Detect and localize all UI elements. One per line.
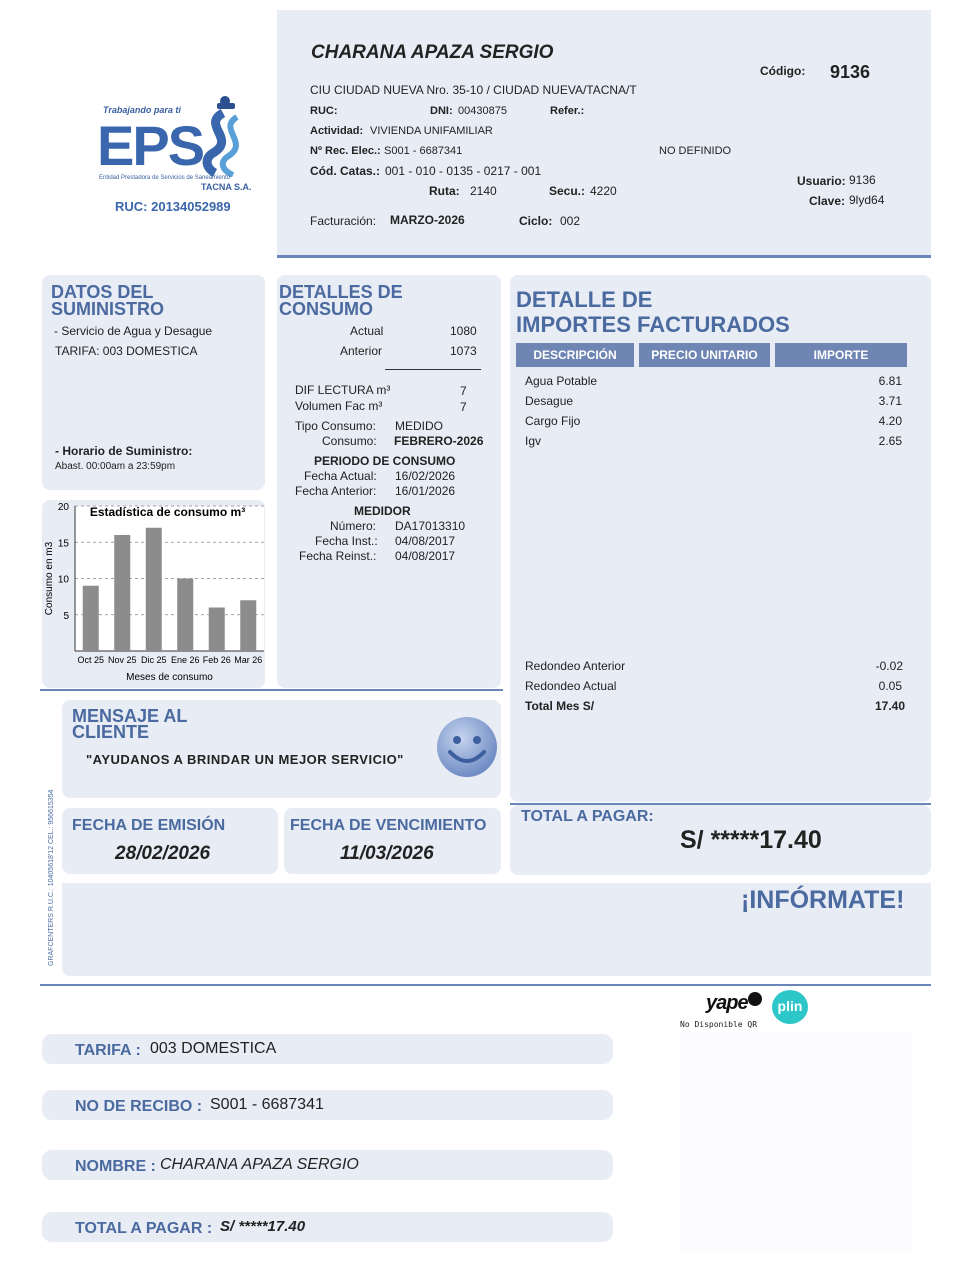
- chart-bar: [240, 600, 256, 651]
- suministro-servicio: - Servicio de Agua y Desague: [54, 324, 213, 338]
- chart-bar: [177, 579, 193, 652]
- no-definido: NO DEFINIDO: [659, 145, 732, 157]
- chart-ytick-label: 15: [57, 538, 69, 550]
- freinst-label: Fecha Reinst.:: [299, 549, 377, 563]
- chart-bar: [83, 586, 99, 651]
- strip-total-value: S/ *****17.40: [220, 1218, 306, 1235]
- cons-value: FEBRERO-2026: [394, 434, 484, 448]
- strip-tarifa-value: 003 DOMESTICA: [150, 1040, 277, 1057]
- chart-ylabel: Consumo en m3: [44, 541, 55, 616]
- dif-value: 7: [460, 384, 467, 398]
- th-precio-unitario: PRECIO UNITARIO: [639, 343, 770, 367]
- codigo-label: Código:: [760, 64, 806, 78]
- dni-value: 00430875: [458, 105, 507, 117]
- chart-xtick-label: Feb 26: [202, 655, 231, 665]
- chart-ytick-label: 20: [57, 502, 69, 513]
- ruta-label: Ruta:: [429, 184, 460, 198]
- tipo-value: MEDIDO: [395, 419, 443, 433]
- secu-value: 4220: [590, 184, 617, 198]
- th-descripcion: DESCRIPCIÓN: [516, 343, 634, 367]
- chart-title: Estadística de consumo m³: [89, 505, 246, 519]
- horario-label: - Horario de Suministro:: [55, 444, 193, 458]
- importes-title-2: IMPORTES FACTURADOS: [516, 312, 790, 337]
- horario-value: Abast. 00:00am a 23:59pm: [55, 461, 176, 472]
- logo-subtitle: Entidad Prestadora de Servicios de Saneamiento: [99, 175, 231, 181]
- importes-title-1: DETALLE DE: [516, 287, 653, 312]
- suministro-title-1: DATOS DEL: [51, 282, 154, 302]
- informate-title: ¡INFÓRMATE!: [741, 886, 905, 914]
- item-igv-desc: Igv: [525, 434, 542, 448]
- num-value: DA17013310: [395, 519, 466, 533]
- actividad-value: VIVIENDA UNIFAMILIAR: [370, 125, 493, 137]
- logo-water-icon: [193, 95, 255, 177]
- strip-nombre: [42, 1150, 613, 1180]
- item-cargo-amount: 4.20: [878, 414, 902, 428]
- strip-recibo: [42, 1090, 613, 1120]
- suministro-tarifa: TARIFA: 003 DOMESTICA: [55, 344, 198, 358]
- eps-logo: [95, 95, 260, 220]
- total-mes-value: 17.40: [874, 699, 905, 713]
- actual-value: 1080: [450, 324, 477, 338]
- redondeo-act-label: Redondeo Actual: [525, 679, 617, 693]
- chart-bar: [146, 528, 162, 651]
- clave-label: Clave:: [809, 194, 846, 208]
- vol-value: 7: [460, 400, 467, 414]
- yape-badge-icon: [748, 992, 762, 1006]
- ciclo-value: 002: [560, 214, 581, 228]
- plin-label: plin: [777, 998, 803, 1014]
- item-igv-amount: 2.65: [878, 434, 902, 448]
- strip-total: [42, 1212, 613, 1242]
- informate-bottom-line: [40, 984, 931, 986]
- item-desague-amount: 3.71: [878, 394, 902, 408]
- th-importe: IMPORTE: [775, 343, 907, 367]
- mensaje-title-1: MENSAJE AL: [72, 706, 188, 726]
- secu-label: Secu.:: [549, 184, 586, 198]
- section-divider: [40, 689, 503, 691]
- total-mes-label: Total Mes S/: [525, 699, 595, 713]
- total-panel-top-line: [510, 803, 931, 805]
- chart-xtick-label: Oct 25: [77, 655, 105, 665]
- consumption-chart: [42, 497, 267, 689]
- dif-label: DIF LECTURA m³: [295, 383, 391, 397]
- vencimiento-label: FECHA DE VENCIMIENTO: [290, 817, 487, 834]
- strip-tarifa-label: TARIFA :: [75, 1042, 141, 1059]
- dni-label: DNI:: [430, 105, 453, 117]
- redondeo-act-value: 0.05: [878, 679, 902, 693]
- anterior-label: Anterior: [340, 344, 383, 358]
- suministro-title-2: SUMINISTRO: [51, 299, 165, 319]
- periodo-title: PERIODO DE CONSUMO: [314, 454, 456, 468]
- item-desague-desc: Desague: [525, 394, 574, 408]
- logo-letters: EPS: [97, 114, 204, 177]
- side-text: GRAFCENTERS R.U.C.: 10405618'12 CEL.: 956615354: [48, 789, 55, 966]
- ruta-value: 2140: [470, 184, 497, 198]
- tipo-label: Tipo Consumo:: [295, 419, 376, 433]
- logo-ruc: RUC: 20134052989: [115, 199, 231, 214]
- mensaje-text: "AYUDANOS A BRINDAR UN MEJOR SERVICIO": [86, 752, 404, 767]
- strip-nombre-value: CHARANA APAZA SERGIO: [160, 1156, 359, 1173]
- chart-xtick-label: Nov 25: [107, 655, 137, 665]
- smiley-icon: [436, 716, 498, 778]
- strip-nombre-label: NOMBRE :: [75, 1158, 156, 1175]
- mensaje-title-2: CLIENTE: [72, 722, 150, 742]
- codigo-value: 9136: [830, 62, 871, 82]
- qr-area: [680, 1032, 912, 1252]
- medidor-title: MEDIDOR: [354, 504, 411, 518]
- chart-bar: [209, 608, 225, 652]
- actual-label: Actual: [350, 324, 384, 338]
- item-agua-desc: Agua Potable: [525, 374, 598, 388]
- rec-value: S001 - 6687341: [384, 145, 463, 157]
- refer-label: Refer.:: [550, 105, 585, 117]
- cons-label: Consumo:: [322, 434, 377, 448]
- total-value: S/ *****17.40: [680, 826, 822, 854]
- logo-city: TACNA S.A.: [201, 182, 252, 192]
- redondeo-ant-label: Redondeo Anterior: [525, 659, 626, 673]
- strip-recibo-label: NO DE RECIBO :: [75, 1098, 203, 1115]
- ciclo-label: Ciclo:: [519, 214, 553, 228]
- chart-ytick-label: 10: [57, 574, 69, 586]
- strip-total-label: TOTAL A PAGAR :: [75, 1220, 213, 1237]
- usuario-value: 9136: [849, 173, 876, 187]
- redondeo-ant-value: -0.02: [875, 659, 903, 673]
- yape-logo: yape: [706, 992, 748, 1014]
- finst-value: 04/08/2017: [395, 534, 456, 548]
- fa-value: 16/02/2026: [395, 469, 456, 483]
- usuario-label: Usuario:: [797, 174, 846, 188]
- catas-label: Cód. Catas.:: [310, 164, 381, 178]
- ruc-label: RUC:: [310, 105, 338, 117]
- finst-label: Fecha Inst.:: [315, 534, 378, 548]
- fa-label: Fecha Actual:: [304, 469, 377, 483]
- vencimiento-value: 11/03/2026: [340, 843, 434, 864]
- emision-label: FECHA DE EMISIÓN: [72, 817, 226, 834]
- vol-label: Volumen Fac m³: [295, 399, 383, 413]
- fant-value: 16/01/2026: [395, 484, 456, 498]
- plin-logo: [772, 990, 808, 1024]
- logo-tagline: Trabajando para ti: [103, 105, 181, 115]
- facturacion-value: MARZO-2026: [390, 213, 465, 227]
- catas-value: 001 - 010 - 0135 - 0217 - 001: [385, 164, 542, 178]
- strip-recibo-value: S001 - 6687341: [210, 1096, 324, 1113]
- freinst-value: 04/08/2017: [395, 549, 456, 563]
- qr-note: No Disponible QR: [680, 1020, 758, 1029]
- reading-divider: [385, 369, 481, 370]
- anterior-value: 1073: [450, 344, 477, 358]
- item-agua-amount: 6.81: [878, 374, 902, 388]
- consumo-title-1: DETALLES DE: [279, 282, 403, 302]
- customer-address: CIU CIUDAD NUEVA Nro. 35-10 / CIUDAD NUEVA/TACNA/T: [310, 83, 637, 97]
- total-label: TOTAL A PAGAR:: [521, 808, 654, 825]
- actividad-label: Actividad:: [310, 125, 364, 137]
- chart-xtick-label: Mar 26: [234, 655, 263, 665]
- fant-label: Fecha Anterior:: [295, 484, 377, 498]
- chart-ytick-label: 5: [63, 610, 69, 622]
- clave-value: 9lyd64: [849, 193, 885, 207]
- customer-name: CHARANA APAZA SERGIO: [311, 42, 554, 63]
- facturacion-label: Facturación:: [310, 214, 377, 228]
- emision-value: 28/02/2026: [115, 843, 211, 864]
- strip-tarifa: [42, 1034, 613, 1064]
- chart-xlabel: Meses de consumo: [126, 672, 213, 683]
- chart-bar: [114, 535, 130, 651]
- consumo-title-2: CONSUMO: [279, 299, 373, 319]
- chart-xtick-label: Dic 25: [140, 655, 167, 665]
- chart-xtick-label: Ene 26: [170, 655, 200, 665]
- num-label: Número:: [330, 519, 377, 533]
- item-cargo-desc: Cargo Fijo: [525, 414, 581, 428]
- chart-plot-area: [75, 506, 264, 651]
- rec-label: Nº Rec. Elec.:: [310, 145, 381, 157]
